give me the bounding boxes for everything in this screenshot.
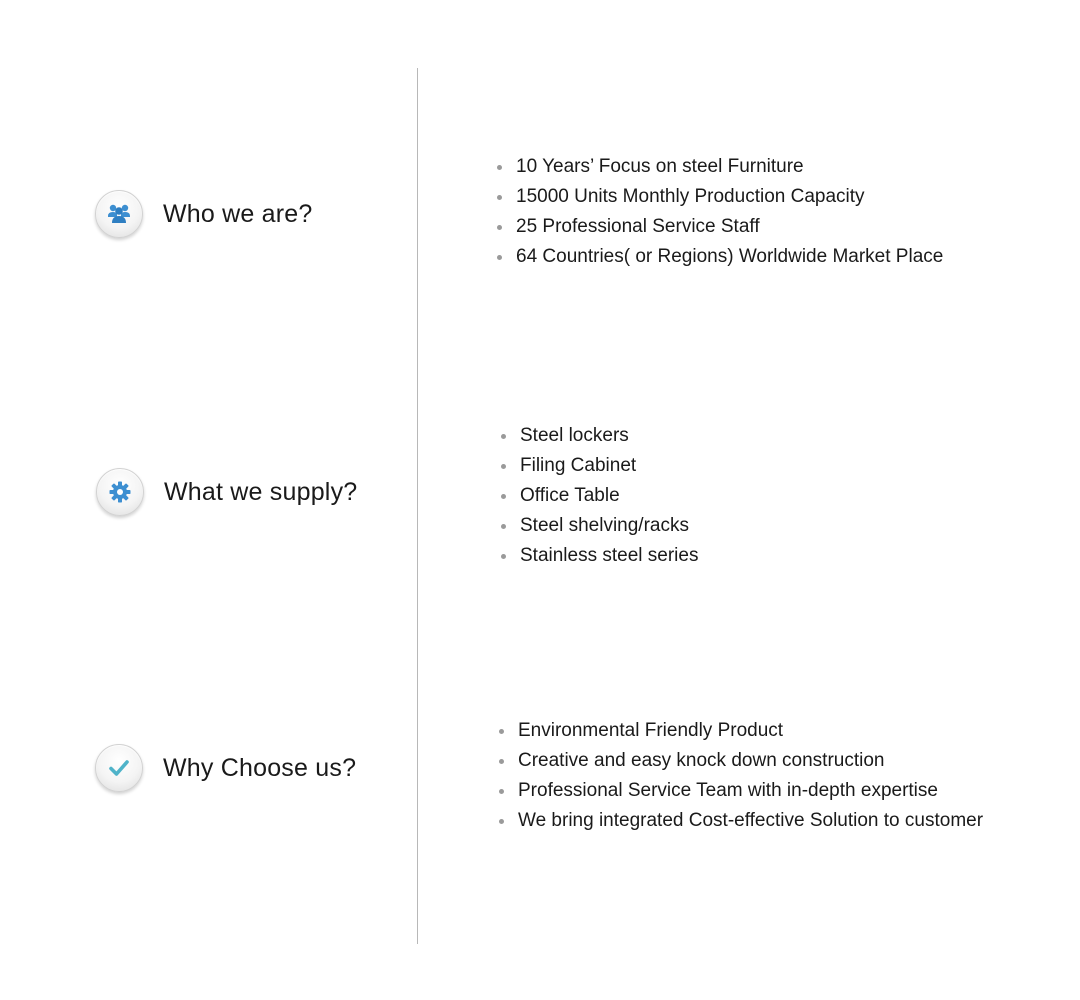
section-title-who-we-are: Who we are?: [163, 199, 313, 228]
users-icon: [106, 202, 132, 226]
list-item: Steel shelving/racks: [501, 511, 698, 541]
vertical-divider: [417, 68, 418, 944]
section-who-we-are-header: [95, 190, 313, 238]
bullet-dot: [501, 464, 506, 469]
section-title-what-we-supply: What we supply?: [164, 477, 358, 506]
list-item: Filing Cabinet: [501, 451, 698, 481]
list-item: Stainless steel series: [501, 541, 698, 571]
why-choose-us-list: [499, 716, 983, 836]
list-item: 15000 Units Monthly Production Capacity: [497, 182, 943, 212]
bullet-dot: [501, 494, 506, 499]
bullet-dot: [497, 195, 502, 200]
gear-icon-badge: [96, 468, 144, 516]
bullet-dot: [501, 434, 506, 439]
checkmark-icon-badge: [95, 744, 143, 792]
list-item: Creative and easy knock down construction: [499, 746, 983, 776]
section-what-we-supply-header: [96, 468, 357, 516]
list-item: 64 Countries( or Regions) Worldwide Market Place: [497, 242, 943, 272]
gear-icon: [108, 480, 132, 504]
users-icon-badge: [95, 190, 143, 238]
section-title-why-choose-us: Why Choose us?: [163, 753, 357, 782]
list-item: Steel lockers: [501, 421, 698, 451]
bullet-dot: [499, 759, 504, 764]
bullet-dot: [499, 729, 504, 734]
section-why-choose-us-header: [95, 744, 356, 792]
list-item: Professional Service Team with in-depth expertise: [499, 776, 983, 806]
what-we-supply-list: [501, 421, 698, 571]
list-item: Office Table: [501, 481, 698, 511]
who-we-are-list: [497, 152, 943, 272]
list-item: Environmental Friendly Product: [499, 716, 983, 746]
bullet-dot: [497, 225, 502, 230]
list-item: 10 Years’ Focus on steel Furniture: [497, 152, 943, 182]
bullet-dot: [497, 255, 502, 260]
bullet-dot: [499, 819, 504, 824]
bullet-dot: [497, 165, 502, 170]
bullet-dot: [499, 789, 504, 794]
bullet-dot: [501, 554, 506, 559]
list-item: 25 Professional Service Staff: [497, 212, 943, 242]
bullet-dot: [501, 524, 506, 529]
list-item: We bring integrated Cost-effective Solution to customer: [499, 806, 983, 836]
checkmark-icon: [108, 758, 130, 778]
